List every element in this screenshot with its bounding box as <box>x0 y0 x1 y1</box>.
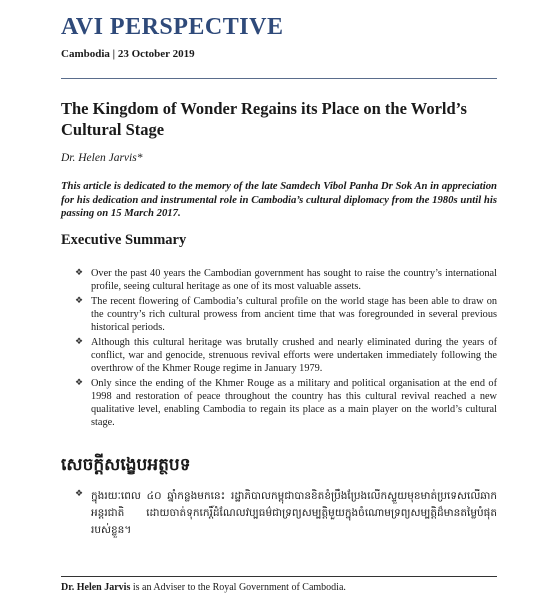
list-item <box>61 336 497 375</box>
diamond-bullet-icon: ❖ <box>75 296 84 306</box>
author-footnote <box>61 582 346 593</box>
diamond-bullet-icon: ❖ <box>75 489 84 499</box>
list-item <box>61 377 497 429</box>
executive-summary-heading: Executive Summary <box>61 232 187 248</box>
publication-series-title: AVI PERSPECTIVE <box>61 14 284 40</box>
diamond-bullet-icon: ❖ <box>75 268 84 278</box>
author-byline: Dr. Helen Jarvis* <box>61 152 143 164</box>
khmer-summary-heading: សេចក្តីសង្ខេបអត្ថបទ <box>61 455 191 475</box>
bullet-text: Over the past 40 years the Cambodian government has sought to raise the country’s international profile, seeing cultural heritage as one of its most valuable assets. <box>91 268 497 292</box>
khmer-summary-text: ក្នុងរយៈពេល ៤០ ឆ្នាំកន្លងមកនេះ រដ្ឋាភិបាលកម្ពុជាបានខិតខំប្រឹងប្រែងលើកស្ទួយមុខមាត់ប្រទេសលើឆាកអន្តរជាតិ ដោយចាត់ទុកកេរ្តិ៍ដំណែលវប្បធម៌ជាទ្រព្យសម្បត្តិមួយក្នុងចំណោមទ្រព្យសម្បត្តិដ៏មានតម្លៃបំផុតរបស់ខ្លួន។ <box>91 490 497 536</box>
executive-summary-list <box>61 267 497 431</box>
footnote-divider <box>61 576 497 577</box>
list-item <box>61 295 497 334</box>
dedication-note: This article is dedicated to the memory of the late Samdech Vibol Panha Dr Sok An in appreciation for his dedication and instrumental role in Cambodia’s cultural diplomacy from the 1980s until his passing on 15 March 2017. <box>61 180 497 219</box>
khmer-summary <box>61 488 497 539</box>
footnote-author-name: Dr. Helen Jarvis <box>61 582 131 593</box>
list-item <box>61 267 497 293</box>
diamond-bullet-icon: ❖ <box>75 378 84 388</box>
header-divider <box>61 78 497 79</box>
bullet-text: The recent flowering of Cambodia’s cultural profile on the world stage has been able to draw on the country’s rich cultural prowess from ancient time that was foregrounded in several previous historical periods. <box>91 296 497 333</box>
bullet-text: Although this cultural heritage was brutally crushed and nearly eliminated during the years of conflict, war and genocide, strenuous revival efforts were undertaken immediately following the overthrow of the Khmer Rouge regime in January 1979. <box>91 337 497 374</box>
footnote-text: is an Adviser to the Royal Government of Cambodia. <box>130 582 346 593</box>
bullet-text: Only since the ending of the Khmer Rouge as a military and political organisation at the end of 1998 and restoration of peace throughout the country has this cultural revival reached a new qualitative level, enabling Cambodia to regain its place as a main player on the world’s cultural stage. <box>91 378 497 428</box>
article-title: The Kingdom of Wonder Regains its Place on the World’s Cultural Stage <box>61 99 467 139</box>
dateline: Cambodia | 23 October 2019 <box>61 48 195 60</box>
diamond-bullet-icon: ❖ <box>75 337 84 347</box>
